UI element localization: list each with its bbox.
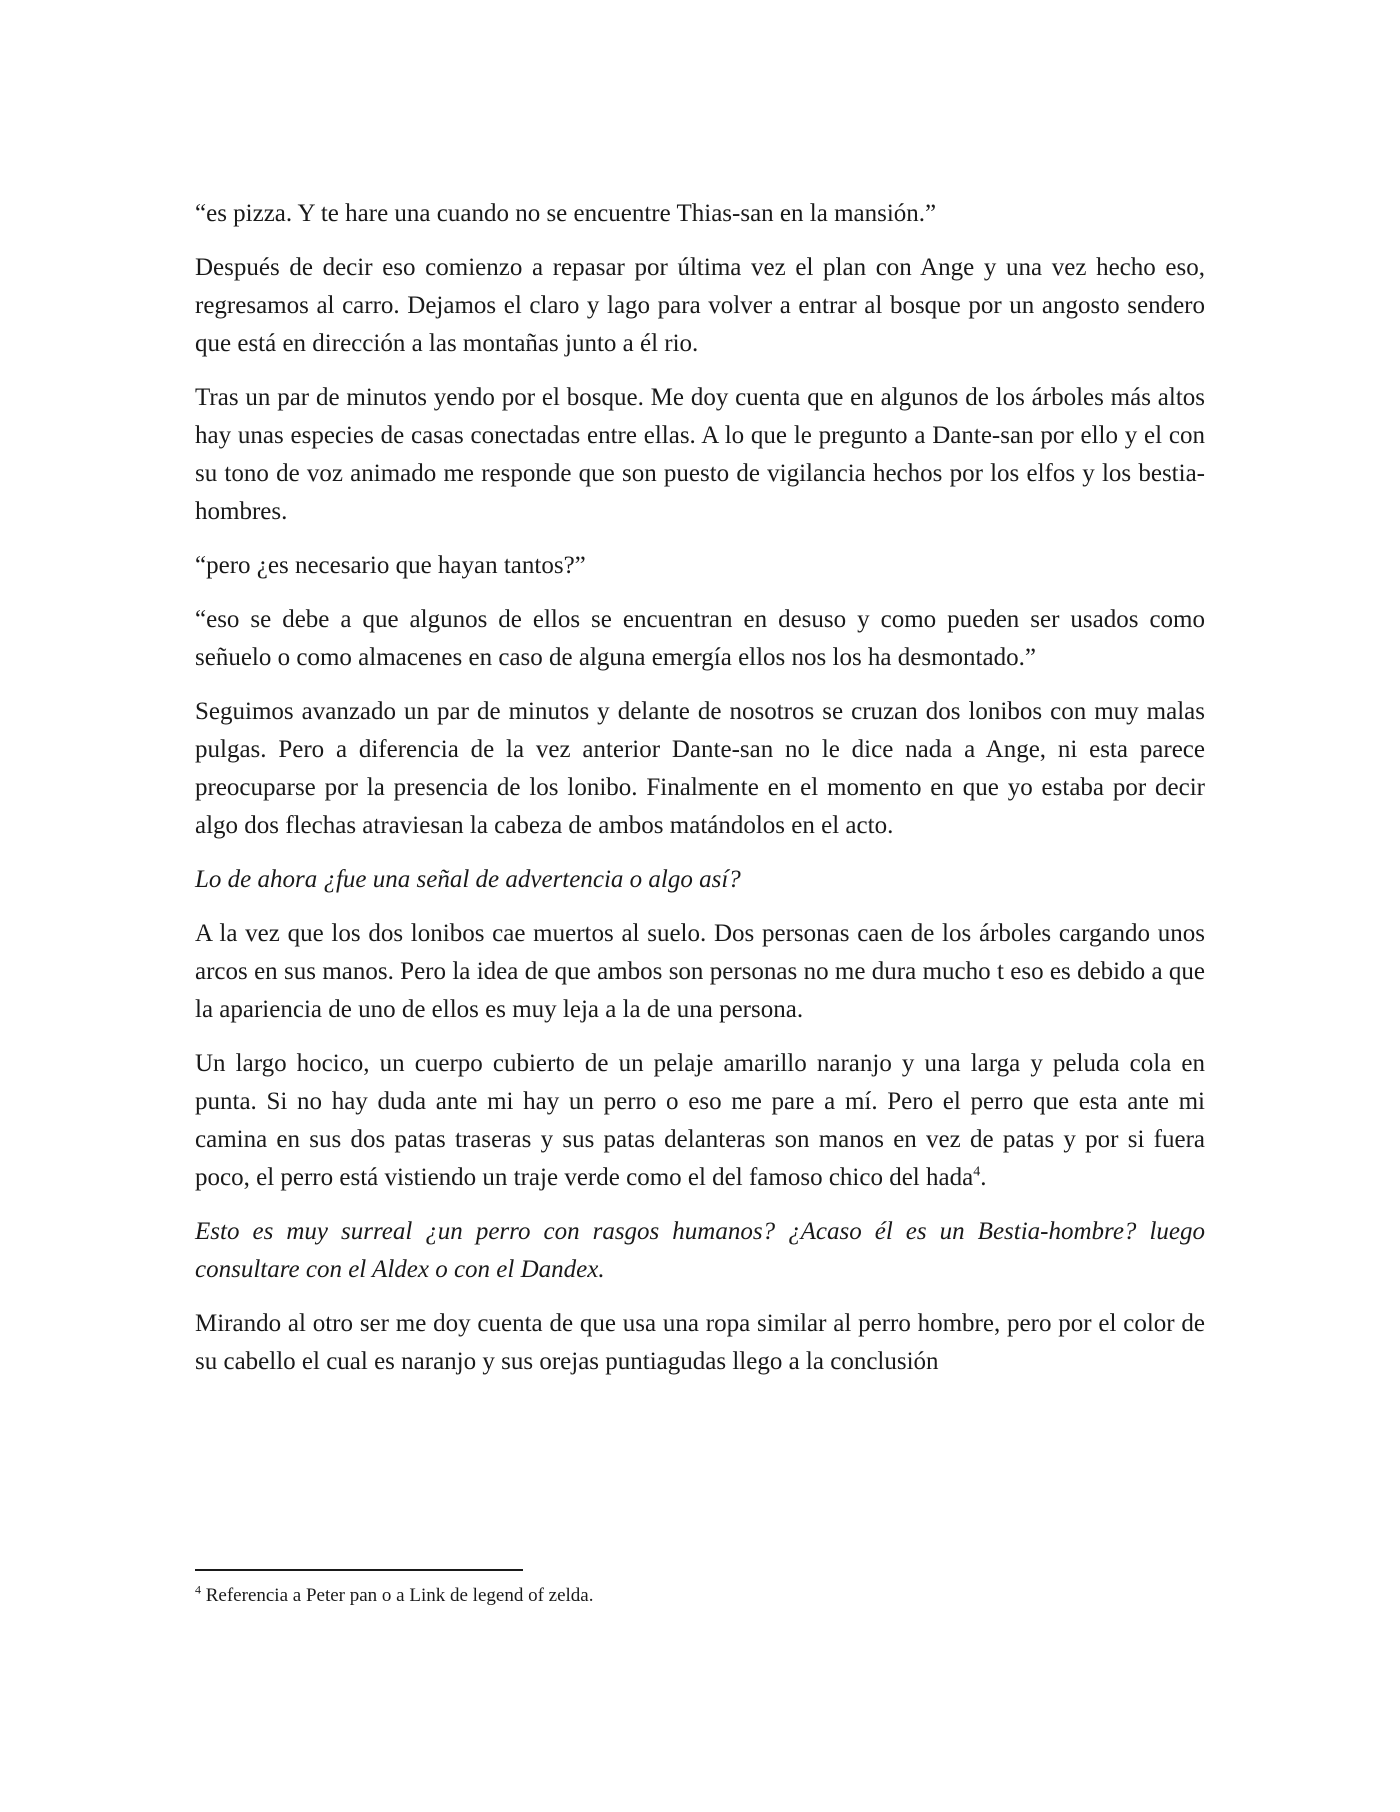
footnote-divider [195,1569,523,1571]
paragraph-1: “es pizza. Y te hare una cuando no se encuentre Thias-san en la mansión.” [195,200,937,227]
paragraph-9 [195,1045,1205,1197]
paragraph-9-text: Un largo hocico, un cuerpo cubierto de un pelaje amarillo naranjo y una larga y peluda cola en punta. Si no hay duda ante mi hay un perro o eso me pare a mí. Pero el perro que esta ante mi camina en sus dos patas traseras y sus patas delanteras son manos en vez de patas y por si fuera poco, el perro está vistiendo un traje verde como el del famoso chico del hada [195,1050,1205,1191]
paragraph-2: Después de decir eso comienzo a repasar por última vez el plan con Ange y una vez hecho eso, regresamos al carro. Dejamos el claro y lago para volver a entrar al bosque por un angosto sendero que está en dirección a las montañas junto a él rio. [195,254,1205,357]
footnote-text: Referencia a Peter pan o a Link de legend of zelda. [201,1585,594,1606]
footnote-number: 4 [195,1582,201,1597]
page-body [195,195,1205,1397]
paragraph-6: Seguimos avanzado un par de minutos y delante de nosotros se cruzan dos lonibos con muy malas pulgas. Pero a diferencia de la vez anterior Dante-san no le dice nada a Ange, ni esta parece preocuparse por la presencia de los lonibo. Finalmente en el momento en que yo estaba por decir algo dos flechas atraviesan la cabeza de ambos matándolos en el acto. [195,698,1205,839]
paragraph-8: A la vez que los dos lonibos cae muertos al suelo. Dos personas caen de los árboles cargando unos arcos en sus manos. Pero la idea de que ambos son personas no me dura mucho t eso es debido a que la apariencia de uno de ellos es muy leja a la de una persona. [195,920,1205,1023]
paragraph-11: Mirando al otro ser me doy cuenta de que usa una ropa similar al perro hombre, pero por el color de su cabello el cual es naranjo y sus orejas puntiagudas llego a la conclusión [195,1310,1205,1375]
paragraph-10-italic-thought: Esto es muy surreal ¿un perro con rasgos humanos? ¿Acaso él es un Bestia-hombre? luego consultare con el Aldex o con el Dandex. [195,1218,1205,1283]
paragraph-3: Tras un par de minutos yendo por el bosque. Me doy cuenta que en algunos de los árboles más altos hay unas especies de casas conectadas entre ellas. A lo que le pregunto a Dante-san por ello y el con su tono de voz animado me responde que son puesto de vigilancia hechos por los elfos y los bestia-hombres. [195,384,1205,525]
footnote [195,1583,1205,1609]
paragraph-7-italic-thought: Lo de ahora ¿fue una señal de advertencia o algo así? [195,866,741,893]
paragraph-9-end: . [980,1164,987,1191]
paragraph-4: “pero ¿es necesario que hayan tantos?” [195,552,586,579]
footnote-reference[interactable]: 4 [973,1164,981,1180]
paragraph-5: “eso se debe a que algunos de ellos se encuentran en desuso y como pueden ser usados como señuelo o como almacenes en caso de alguna emergía ellos nos los ha desmontado.” [195,606,1205,671]
